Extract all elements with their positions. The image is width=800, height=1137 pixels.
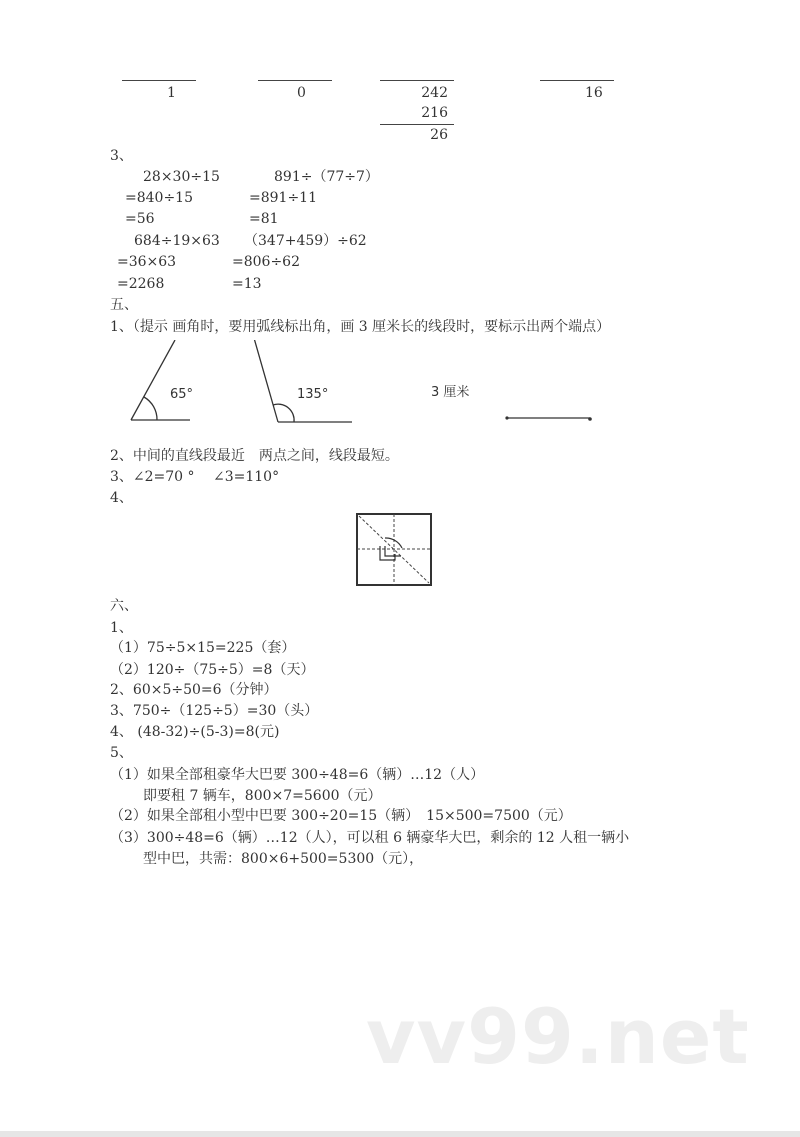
answer-line: 1、 — [110, 620, 133, 636]
division-result: 0 — [297, 85, 306, 101]
answer-line: 1、（提示 画角时，要用弧线标出角，画 3 厘米长的线段时，要标示出两个端点） — [110, 319, 611, 335]
page-bottom-edge — [0, 1131, 800, 1137]
angle-65-arc — [144, 397, 157, 420]
answer-line: 4、 — [110, 490, 133, 506]
segment-endpoint — [588, 417, 592, 421]
answer-line: 2、中间的直线段最近 两点之间，线段最短。 — [110, 448, 399, 464]
division-rule — [258, 80, 332, 81]
answer-line: 4、 (48-32)÷(5-3)=8(元) — [110, 724, 280, 740]
division-rule — [380, 80, 454, 81]
answer-line: （1）75÷5×15=225（套） — [110, 640, 296, 656]
division-result: 16 — [585, 85, 603, 101]
calc-line: =840÷15 — [125, 190, 193, 206]
angle-135-arc — [273, 404, 294, 422]
calc-line: 28×30÷15 — [143, 169, 220, 185]
answer-line: （1）如果全部租豪华大巴要 300÷48=6（辆）…12（人） — [110, 767, 485, 783]
calc-line: =806÷62 — [232, 254, 300, 270]
q3-label: 3、 — [110, 148, 133, 164]
division-step: 216 — [421, 105, 448, 121]
angle-135-ray — [254, 340, 278, 422]
angle-label: 135° — [297, 387, 329, 402]
section-heading: 六、 — [110, 598, 138, 614]
calc-line: 891÷（77÷7） — [274, 169, 379, 185]
answer-line: （2）如果全部租小型中巴要 300÷20=15（辆） 15×500=7500（元） — [110, 808, 572, 824]
angle-label: 65° — [170, 387, 194, 402]
answer-line: 型中巴，共需：800×6+500=5300（元）， — [143, 851, 424, 867]
answer-line: 2、60×5÷50=6（分钟） — [110, 682, 278, 698]
angle-65-ray — [131, 340, 175, 420]
calc-line: =891÷11 — [249, 190, 317, 206]
calc-line: （347+459）÷62 — [244, 233, 367, 249]
calc-line: =36×63 — [117, 254, 177, 270]
section-heading: 五、 — [110, 297, 138, 313]
answer-line: （3）300÷48=6（辆）…12（人），可以租 6 辆豪华大巴，剩余的 12 人租一辆小 — [110, 830, 630, 846]
division-remainder: 26 — [430, 127, 448, 143]
answer-line: （2）120÷（75÷5）=8（天） — [110, 662, 315, 678]
answer-line: 5、 — [110, 745, 133, 761]
segment-endpoint — [505, 416, 508, 419]
division-result: 1 — [167, 85, 176, 101]
calc-line: =56 — [125, 211, 155, 227]
calc-line: =13 — [232, 276, 262, 292]
calc-line: =2268 — [117, 276, 165, 292]
calc-line: 684÷19×63 — [134, 233, 220, 249]
division-rule — [380, 124, 454, 125]
answer-line: 即要租 7 辆车，800×7=5600（元） — [143, 788, 382, 804]
segment-label: 3 厘米 — [431, 385, 470, 400]
square-symmetry-figure — [355, 512, 435, 588]
calc-line: =81 — [249, 211, 279, 227]
division-rule — [122, 80, 196, 81]
division-rule — [540, 80, 614, 81]
answer-line: 3、750÷（125÷5）=30（头） — [110, 703, 319, 719]
answer-line: 3、∠2=70 ° ∠3=110° — [110, 469, 280, 485]
watermark: vv99.net — [366, 992, 750, 1081]
division-result: 242 — [421, 85, 448, 101]
